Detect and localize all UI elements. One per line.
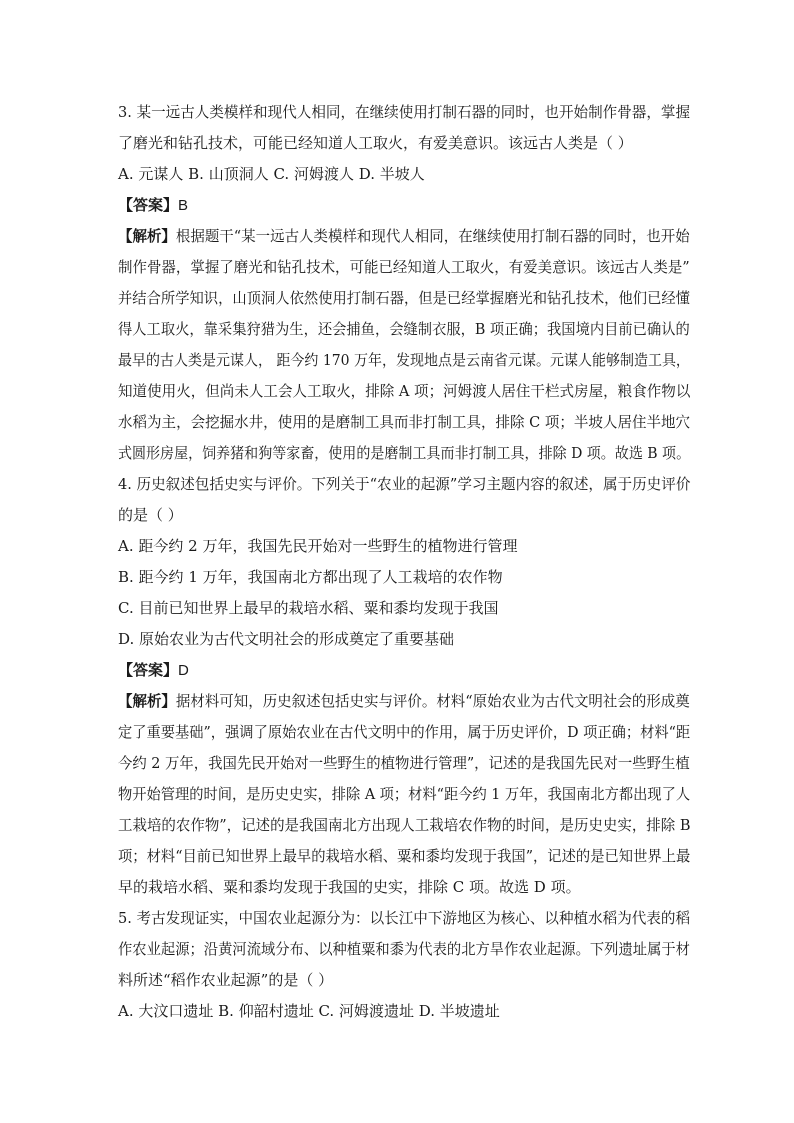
q5-stem-line-1: 5. 考古发现证实，中国农业起源分为：以长江中下游地区为核心、以种植水稻为代表的稻 [118, 909, 691, 927]
q3-analysis-line-1 [118, 226, 690, 246]
q3-analysis-line-7: 水稻为主，会挖掘水井，使用的是磨制工具而非打制工具，排除 C 项；半坡人居住半地穴 [118, 413, 691, 431]
analysis-text: 根据题干“某一远古人类模样和现代人相同，在继续使用打制石器的同时，也开始 [175, 227, 690, 245]
q4-stem-line-1: 4. 历史叙述包括史实与评价。下列关于“农业的起源”学习主题内容的叙述，属于历史评价 [118, 475, 691, 493]
q3-analysis-line-5: 最早的古人类是元谋人， 距今约 170 万年，发现地点是云南省元谋。元谋人能够制造工具， [118, 351, 690, 369]
q4-option-c: C. 目前已知世界上最早的栽培水稻、粟和黍均发现于我国 [118, 599, 499, 617]
q3-analysis-line-6: 知道使用火，但尚未人工会人工取火，排除 A 项；河姆渡人居住干栏式房屋，粮食作物以 [118, 382, 691, 400]
q3-analysis-line-4: 得人工取火，靠采集狩猎为生，还会捕鱼，会缝制衣服，B 项正确；我国境内目前已确认的 [118, 320, 690, 338]
q3-stem-line-2: 了磨光和钻孔技术，可能已经知道人工取火，有爱美意识。该远古人类是（ ） [118, 134, 633, 152]
answer-label: 【答案】 [118, 196, 179, 214]
q4-answer [118, 660, 189, 680]
q3-answer [118, 195, 188, 215]
q4-option-b: B. 距今约 1 万年，我国南北方都出现了人工栽培的农作物 [118, 568, 503, 586]
q4-analysis-line-1 [118, 691, 690, 711]
q5-options: A. 大汶口遗址 B. 仰韶村遗址 C. 河姆渡遗址 D. 半坡遗址 [118, 1002, 500, 1020]
answer-value: B [178, 197, 189, 214]
analysis-label: 【解析】 [118, 227, 176, 245]
q3-analysis-line-2: 制作骨器，掌握了磨光和钻孔技术，可能已经知道人工取火，有爱美意识。该远古人类是” [118, 258, 690, 276]
answer-label: 【答案】 [118, 661, 179, 679]
q3-stem-line-1: 3. 某一远古人类模样和现代人相同，在继续使用打制石器的同时，也开始制作骨器，掌握 [118, 103, 691, 121]
q4-analysis-line-2: 定了重要基础”，强调了原始农业在古代文明中的作用，属于历史评价，D 项正确；材料“距 [118, 723, 691, 741]
q4-analysis-line-5: 工栽培的农作物”，记述的是我国南北方出现人工栽培农作物的时间，是历史史实，排除 B [118, 816, 691, 834]
q4-analysis-line-7: 早的栽培水稻、粟和黍均发现于我国的史实，排除 C 项。故选 D 项。 [118, 878, 581, 896]
answer-value: D [178, 662, 189, 679]
q4-option-a: A. 距今约 2 万年，我国先民开始对一些野生的植物进行管理 [118, 537, 518, 555]
q3-options: A. 元谋人 B. 山顶洞人 C. 河姆渡人 D. 半坡人 [118, 165, 425, 183]
q5-stem-line-3: 料所述“稻作农业起源”的是（ ） [118, 971, 334, 989]
q3-analysis-line-3: 并结合所学知识，山顶洞人依然使用打制石器，但是已经掌握磨光和钻孔技术，他们已经懂 [118, 289, 690, 307]
q4-analysis-line-4: 物开始管理的时间，是历史史实，排除 A 项；材料“距今约 1 万年，我国南北方都出现了人 [118, 785, 691, 803]
analysis-label: 【解析】 [118, 692, 176, 710]
q5-stem-line-2: 作农业起源；沿黄河流域分布、以种植粟和黍为代表的北方旱作农业起源。下列遗址属于材 [118, 940, 690, 958]
q4-analysis-line-6: 项；材料“目前已知世界上最早的栽培水稻、粟和黍均发现于我国”，记述的是已知世界上最 [118, 847, 691, 865]
analysis-text: 据材料可知，历史叙述包括史实与评价。材料“原始农业为古代文明社会的形成奠 [175, 692, 690, 710]
q4-analysis-line-3: 今约 2 万年，我国先民开始对一些野生的植物进行管理”，记述的是我国先民对一些野生植 [118, 754, 690, 772]
q4-option-d: D. 原始农业为古代文明社会的形成奠定了重要基础 [118, 630, 455, 648]
q3-analysis-line-8: 式圆形房屋，饲养猪和狗等家畜，使用的是磨制工具而非打制工具，排除 D 项。故选 B 项。 [118, 444, 691, 462]
q4-stem-line-2: 的是（ ） [118, 506, 183, 524]
